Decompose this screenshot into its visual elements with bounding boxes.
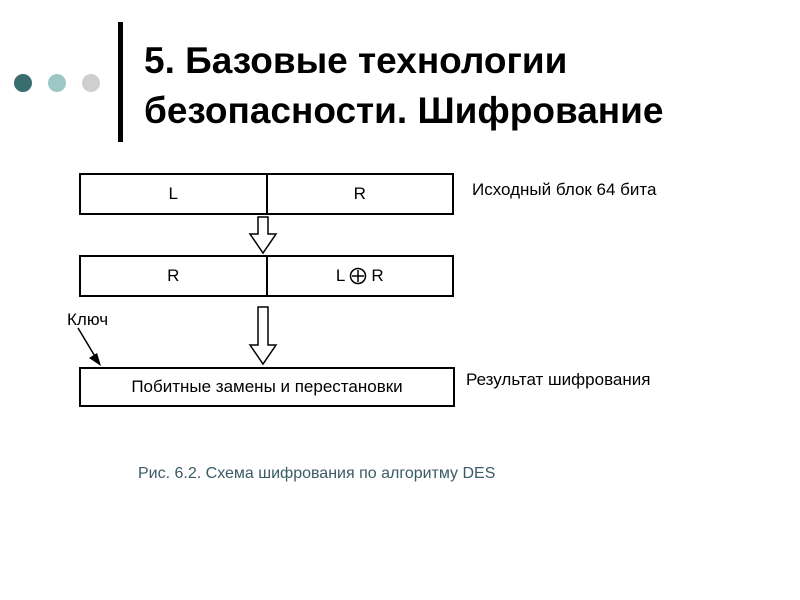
round-block-r-text: R bbox=[371, 266, 384, 285]
key-pointer-arrow bbox=[78, 328, 101, 366]
source-block-right-half: R bbox=[266, 175, 453, 213]
result-label: Результат шифрования bbox=[466, 370, 651, 389]
round-block-l-text: L bbox=[335, 266, 346, 285]
key-label: Ключ bbox=[67, 310, 109, 329]
substitution-block-text: Побитные замены и перестановки bbox=[131, 377, 403, 396]
source-block-label: Исходный блок 64 бита bbox=[472, 180, 657, 199]
slide-title-line1: 5. Базовые технологии bbox=[144, 40, 568, 81]
round-block-left-half: R bbox=[167, 266, 180, 285]
slide-title-line2: безопасности. Шифрование bbox=[144, 90, 664, 131]
down-arrow-1 bbox=[250, 217, 276, 253]
down-arrow-2 bbox=[250, 307, 276, 364]
source-block-left-half: L bbox=[168, 184, 178, 203]
figure-caption: Рис. 6.2. Схема шифрования по алгоритму DES bbox=[138, 465, 496, 482]
